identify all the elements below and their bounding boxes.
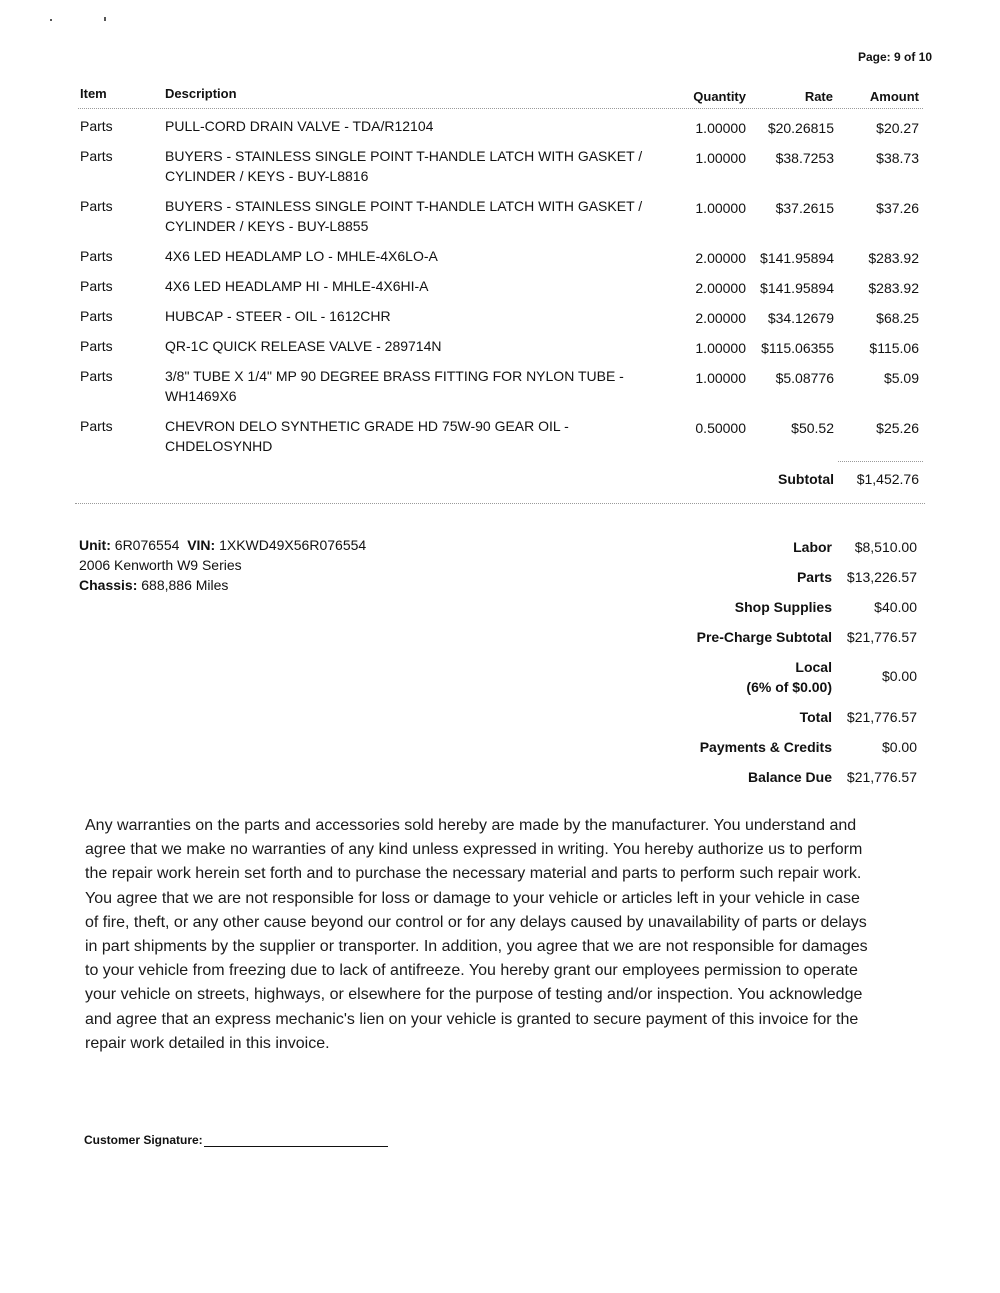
description-cell (165, 366, 665, 406)
description-cell (165, 116, 665, 136)
rate-cell: $38.7253 (775, 150, 834, 166)
vehicle-model: 2006 Kenworth W9 Series (79, 557, 242, 573)
balance-due-label: Balance Due (747, 769, 832, 785)
terms-line: Any warranties on the parts and accessories sold hereby are made by the manufacturer. You understand and (85, 817, 857, 834)
description-line: CHEVRON DELO SYNTHETIC GRADE HD 75W-90 GEAR OIL - (165, 418, 569, 434)
description-line: HUBCAP - STEER - OIL - 1612CHR (165, 308, 391, 324)
quantity-cell: 1.00000 (695, 150, 746, 166)
description-line: PULL-CORD DRAIN VALVE - TDA/R12104 (165, 118, 434, 134)
table-row (0, 196, 1000, 246)
item-cell: Parts (80, 118, 113, 134)
description-line: BUYERS - STAINLESS SINGLE POINT T-HANDLE LATCH WITH GASKET / (165, 148, 643, 164)
local-tax-value: $0.00 (881, 668, 917, 684)
labor-label: Labor (793, 539, 832, 555)
page-number: Page: 9 of 10 (857, 50, 932, 64)
description-cell (165, 306, 665, 326)
table-row (0, 146, 1000, 196)
terms-line: in part shipments by the supplier or transporter. In addition, you agree that we are not responsible for damages (85, 938, 868, 956)
description-line: QR-1C QUICK RELEASE VALVE - 289714N (165, 338, 442, 354)
payments-credits-label: Payments & Credits (699, 739, 832, 755)
vin-value: 1XKWD49X56R076554 (219, 537, 367, 553)
amount-cell: $68.25 (876, 310, 919, 326)
chassis-label: Chassis: (79, 577, 138, 593)
description-cell (165, 336, 665, 356)
table-row (0, 306, 1000, 336)
quantity-cell: 2.00000 (695, 280, 746, 296)
column-header-item: Item (80, 86, 107, 101)
terms-line: repair work detailed in this invoice. (85, 1034, 330, 1052)
labor-value: $8,510.00 (854, 539, 917, 555)
description-line: 4X6 LED HEADLAMP LO - MHLE-4X6LO-A (165, 248, 438, 264)
parts-label: Parts (796, 569, 832, 585)
terms-line: to your vehicle from freezing due to lack of antifreeze. You hereby grant our employees permission to operate (85, 962, 858, 980)
chassis-line (79, 575, 366, 595)
terms-line: of fire, theft, or any other cause beyond our control or for any delays caused by unavailability of parts or delays (85, 913, 867, 931)
total-label: Total (799, 709, 832, 725)
amount-cell: $20.27 (876, 120, 919, 136)
item-cell: Parts (80, 278, 113, 294)
table-row (0, 116, 1000, 146)
warranty-terms (85, 814, 915, 1056)
description-line: WH1469X6 (165, 388, 237, 404)
signature-line[interactable] (204, 1134, 388, 1147)
terms-line: and agree that an express mechanic's lien on your vehicle is granted to secure payment of this invoice for the (85, 1010, 859, 1028)
pre-charge-subtotal-value: $21,776.57 (846, 629, 917, 645)
item-cell: Parts (80, 248, 113, 264)
rate-cell: $34.12679 (767, 310, 834, 326)
amount-cell: $25.26 (876, 420, 919, 436)
description-line: BUYERS - STAINLESS SINGLE POINT T-HANDLE LATCH WITH GASKET / (165, 198, 643, 214)
customer-signature (84, 1133, 388, 1147)
description-cell (165, 246, 665, 266)
unit-info (79, 535, 366, 595)
amount-cell: $115.06 (869, 340, 919, 356)
quantity-cell: 2.00000 (695, 310, 746, 326)
description-cell (165, 146, 665, 186)
scan-speck (50, 19, 52, 21)
total-value: $21,776.57 (846, 709, 917, 725)
description-cell (165, 276, 665, 296)
item-cell: Parts (80, 308, 113, 324)
quantity-cell: 1.00000 (695, 340, 746, 356)
unit-line (79, 535, 366, 555)
quantity-cell: 1.00000 (695, 120, 746, 136)
amount-cell: $38.73 (876, 150, 919, 166)
terms-line: You agree that we are not responsible for loss or damage to your vehicle or articles left in your vehicle in case (85, 889, 860, 907)
amount-cell: $283.92 (868, 280, 919, 296)
column-header-rate: Rate (804, 89, 833, 104)
item-cell: Parts (80, 418, 113, 434)
rate-cell: $141.95894 (760, 250, 834, 266)
quantity-cell: 1.00000 (695, 370, 746, 386)
rate-cell: $141.95894 (760, 280, 834, 296)
description-line: CYLINDER / KEYS - BUY-L8816 (165, 168, 369, 184)
rate-cell: $37.2615 (775, 200, 834, 216)
item-cell: Parts (80, 338, 113, 354)
vin-label: VIN: (187, 537, 216, 553)
column-header-amount: Amount (869, 89, 919, 104)
subtotal-label: Subtotal (778, 471, 834, 487)
item-cell: Parts (80, 368, 113, 384)
local-tax-name: Local (795, 659, 832, 675)
table-row (0, 416, 1000, 466)
table-header (0, 84, 1000, 110)
local-tax-rate: (6% of $0.00) (746, 679, 832, 695)
amount-cell: $283.92 (868, 250, 919, 266)
rate-cell: $50.52 (791, 420, 834, 436)
section-divider (75, 503, 925, 504)
column-header-description: Description (165, 86, 237, 101)
table-row (0, 276, 1000, 306)
local-tax-label (746, 657, 832, 697)
item-cell: Parts (80, 198, 113, 214)
description-line: 3/8" TUBE X 1/4" MP 90 DEGREE BRASS FITTING FOR NYLON TUBE - (165, 368, 624, 384)
parts-value: $13,226.57 (846, 569, 917, 585)
terms-line: the repair work herein set forth and to purchase the necessary material and parts to perform such repair work. (85, 865, 862, 883)
subtotal-divider (838, 461, 923, 462)
subtotal-value: $1,452.76 (856, 471, 919, 487)
description-line: CHDELOSYNHD (165, 438, 273, 454)
item-cell: Parts (80, 148, 113, 164)
shop-supplies-label: Shop Supplies (734, 599, 832, 615)
header-divider (78, 108, 923, 109)
balance-due-value: $21,776.57 (846, 769, 917, 785)
description-line: 4X6 LED HEADLAMP HI - MHLE-4X6HI-A (165, 278, 429, 294)
quantity-cell: 1.00000 (695, 200, 746, 216)
table-row (0, 246, 1000, 276)
description-cell (165, 196, 665, 236)
scan-speck (104, 17, 106, 21)
terms-line: agree that we make no warranties of any kind unless expressed in writing. You hereby authorize us to perform (85, 841, 863, 859)
description-cell (165, 416, 665, 456)
table-row (0, 336, 1000, 366)
terms-line: your vehicle on streets, highways, or elsewhere for the purpose of testing and/or inspection. You acknowledge (85, 986, 863, 1004)
amount-cell: $5.09 (883, 370, 919, 386)
description-line: CYLINDER / KEYS - BUY-L8855 (165, 218, 369, 234)
rate-cell: $5.08776 (775, 370, 834, 386)
quantity-cell: 2.00000 (695, 250, 746, 266)
quantity-cell: 0.50000 (695, 420, 746, 436)
payments-credits-value: $0.00 (881, 739, 917, 755)
pre-charge-subtotal-label: Pre-Charge Subtotal (696, 629, 832, 645)
unit-label: Unit: (79, 537, 111, 553)
chassis-value: 688,886 Miles (141, 577, 229, 593)
column-header-quantity: Quantity (693, 89, 746, 104)
unit-value: 6R076554 (114, 537, 180, 553)
signature-label: Customer Signature: (84, 1133, 203, 1147)
line-items-table (0, 116, 1000, 466)
shop-supplies-value: $40.00 (874, 599, 917, 615)
table-row (0, 366, 1000, 416)
amount-cell: $37.26 (876, 200, 919, 216)
rate-cell: $115.06355 (761, 340, 834, 356)
rate-cell: $20.26815 (767, 120, 834, 136)
